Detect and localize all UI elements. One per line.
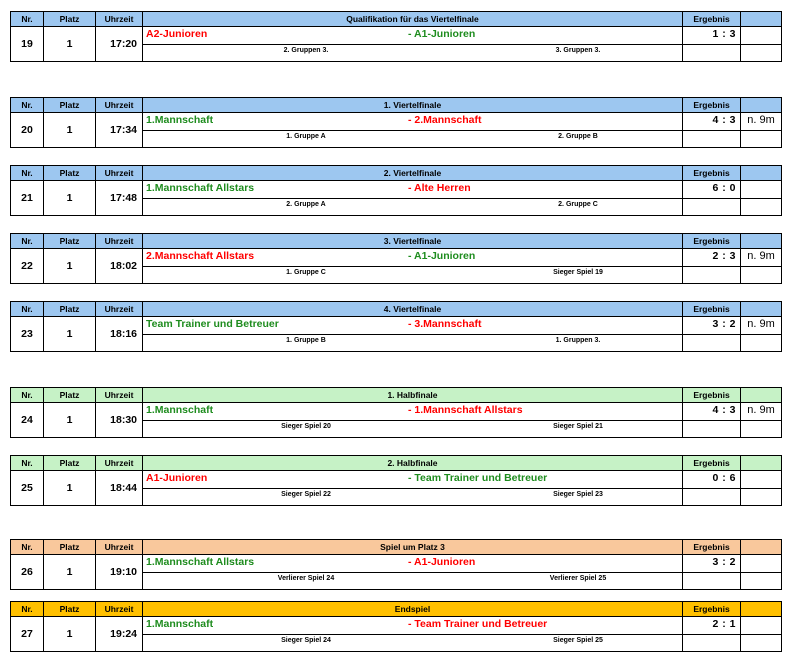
- score: 0 : 6: [712, 472, 736, 484]
- result-cell: [683, 113, 741, 148]
- game-number: 23: [10, 317, 44, 352]
- result-row: [683, 471, 740, 489]
- game-time: 17:20: [96, 27, 143, 62]
- source-away: Verlierer Spiel 25: [549, 575, 607, 582]
- header-ergebnis: Ergebnis: [683, 11, 741, 27]
- sources-row: [143, 266, 682, 283]
- game-number: 22: [10, 249, 44, 284]
- game-platz: 1: [44, 617, 96, 652]
- game-title: 2. Halbfinale: [143, 455, 683, 471]
- extra-cell: [741, 249, 782, 284]
- sources-row: [143, 488, 682, 505]
- score: 1 : 3: [712, 28, 736, 40]
- score: 3 : 2: [712, 318, 736, 330]
- extra-row: [741, 27, 781, 45]
- source-home: Sieger Spiel 24: [281, 637, 331, 644]
- team-away: - 2.Mannschaft: [408, 114, 482, 126]
- game-time: 18:30: [96, 403, 143, 438]
- game-platz: 1: [44, 403, 96, 438]
- header-platz: Platz: [44, 387, 96, 403]
- game-block: [10, 97, 782, 148]
- result-row: [683, 617, 740, 635]
- game-number: 27: [10, 617, 44, 652]
- team-home: 1.Mannschaft: [146, 618, 214, 630]
- extra-cell: [741, 471, 782, 506]
- game-time: 19:10: [96, 555, 143, 590]
- header-nr: Nr.: [10, 165, 44, 181]
- source-home: 1. Gruppe B: [286, 337, 326, 344]
- sources-row: [143, 634, 682, 651]
- header-empty: [741, 387, 782, 403]
- game-time: 17:48: [96, 181, 143, 216]
- team-home: Team Trainer und Betreuer: [146, 318, 279, 330]
- team-away: - Team Trainer und Betreuer: [408, 472, 548, 484]
- teams-row: [143, 555, 682, 573]
- game-title: Spiel um Platz 3: [143, 539, 683, 555]
- penalty-note: n. 9m: [747, 114, 775, 126]
- game-platz: 1: [44, 471, 96, 506]
- score: 4 : 3: [712, 114, 736, 126]
- game-number: 20: [10, 113, 44, 148]
- game-number: 24: [10, 403, 44, 438]
- header-uhrzeit: Uhrzeit: [96, 233, 143, 249]
- source-home: 2. Gruppe A: [286, 201, 326, 208]
- team-away: - A1-Junioren: [408, 28, 476, 40]
- game-title: 3. Viertelfinale: [143, 233, 683, 249]
- game-block: [10, 601, 782, 652]
- sources-row: [143, 130, 682, 147]
- score: 3 : 2: [712, 556, 736, 568]
- header-uhrzeit: Uhrzeit: [96, 11, 143, 27]
- team-away: - A1-Junioren: [408, 250, 476, 262]
- header-uhrzeit: Uhrzeit: [96, 539, 143, 555]
- header-nr: Nr.: [10, 233, 44, 249]
- result-cell: [683, 471, 741, 506]
- game-platz: 1: [44, 27, 96, 62]
- sources-row: [143, 198, 682, 215]
- header-platz: Platz: [44, 165, 96, 181]
- sources-row: [143, 420, 682, 437]
- game-number: 21: [10, 181, 44, 216]
- header-platz: Platz: [44, 97, 96, 113]
- team-home: A2-Junioren: [146, 28, 208, 40]
- game-platz: 1: [44, 555, 96, 590]
- header-ergebnis: Ergebnis: [683, 601, 741, 617]
- extra-cell: [741, 113, 782, 148]
- penalty-note: n. 9m: [747, 404, 775, 416]
- teams-row: [143, 27, 682, 45]
- result-cell: [683, 27, 741, 62]
- game-title: Endspiel: [143, 601, 683, 617]
- game-platz: 1: [44, 317, 96, 352]
- match-cell: [143, 27, 683, 62]
- source-away: Sieger Spiel 19: [553, 269, 603, 276]
- header-empty: [741, 165, 782, 181]
- game-time: 18:44: [96, 471, 143, 506]
- game-number: 25: [10, 471, 44, 506]
- match-cell: [143, 249, 683, 284]
- header-uhrzeit: Uhrzeit: [96, 455, 143, 471]
- source-away: 1. Gruppen 3.: [555, 337, 601, 344]
- source-away: 2. Gruppe B: [558, 133, 598, 140]
- result-row: [683, 317, 740, 335]
- source-away: Sieger Spiel 21: [553, 423, 603, 430]
- score: 4 : 3: [712, 404, 736, 416]
- result-row: [683, 27, 740, 45]
- teams-row: [143, 113, 682, 131]
- result-cell: [683, 317, 741, 352]
- header-empty: [741, 11, 782, 27]
- source-away: Sieger Spiel 23: [553, 491, 603, 498]
- result-row: [683, 113, 740, 131]
- header-uhrzeit: Uhrzeit: [96, 165, 143, 181]
- header-ergebnis: Ergebnis: [683, 301, 741, 317]
- source-home: Verlierer Spiel 24: [277, 575, 335, 582]
- extra-cell: [741, 617, 782, 652]
- game-platz: 1: [44, 113, 96, 148]
- game-platz: 1: [44, 249, 96, 284]
- header-empty: [741, 601, 782, 617]
- header-ergebnis: Ergebnis: [683, 539, 741, 555]
- extra-row: [741, 249, 781, 267]
- match-cell: [143, 471, 683, 506]
- source-home: 2. Gruppen 3.: [283, 47, 329, 54]
- source-home: Sieger Spiel 20: [281, 423, 331, 430]
- extra-row: [741, 113, 781, 131]
- game-block: [10, 301, 782, 352]
- game-block: [10, 233, 782, 284]
- header-nr: Nr.: [10, 301, 44, 317]
- header-ergebnis: Ergebnis: [683, 387, 741, 403]
- header-platz: Platz: [44, 233, 96, 249]
- result-cell: [683, 617, 741, 652]
- header-empty: [741, 97, 782, 113]
- result-row: [683, 249, 740, 267]
- sources-row: [143, 334, 682, 351]
- header-uhrzeit: Uhrzeit: [96, 97, 143, 113]
- header-platz: Platz: [44, 601, 96, 617]
- source-home: Sieger Spiel 22: [281, 491, 331, 498]
- game-title: Qualifikation für das Viertelfinale: [143, 11, 683, 27]
- match-cell: [143, 317, 683, 352]
- header-empty: [741, 539, 782, 555]
- sources-row: [143, 572, 682, 589]
- header-platz: Platz: [44, 11, 96, 27]
- header-platz: Platz: [44, 539, 96, 555]
- game-number: 19: [10, 27, 44, 62]
- header-uhrzeit: Uhrzeit: [96, 301, 143, 317]
- game-time: 19:24: [96, 617, 143, 652]
- game-title: 1. Viertelfinale: [143, 97, 683, 113]
- game-block: [10, 539, 782, 590]
- extra-cell: [741, 27, 782, 62]
- extra-cell: [741, 181, 782, 216]
- game-title: 4. Viertelfinale: [143, 301, 683, 317]
- header-ergebnis: Ergebnis: [683, 165, 741, 181]
- team-home: 1.Mannschaft: [146, 404, 214, 416]
- header-ergebnis: Ergebnis: [683, 455, 741, 471]
- result-cell: [683, 181, 741, 216]
- teams-row: [143, 181, 682, 199]
- game-platz: 1: [44, 181, 96, 216]
- game-time: 18:16: [96, 317, 143, 352]
- match-cell: [143, 113, 683, 148]
- source-home: 1. Gruppe C: [286, 269, 326, 276]
- header-nr: Nr.: [10, 11, 44, 27]
- header-nr: Nr.: [10, 539, 44, 555]
- teams-row: [143, 249, 682, 267]
- sources-row: [143, 44, 682, 61]
- source-away: 3. Gruppen 3.: [555, 47, 601, 54]
- source-away: 2. Gruppe C: [558, 201, 598, 208]
- result-cell: [683, 555, 741, 590]
- game-block: [10, 455, 782, 506]
- score: 2 : 1: [712, 618, 736, 630]
- team-home: A1-Junioren: [146, 472, 208, 484]
- header-nr: Nr.: [10, 97, 44, 113]
- header-nr: Nr.: [10, 387, 44, 403]
- result-cell: [683, 403, 741, 438]
- extra-cell: [741, 555, 782, 590]
- team-home: 1.Mannschaft: [146, 114, 214, 126]
- teams-row: [143, 617, 682, 635]
- header-uhrzeit: Uhrzeit: [96, 601, 143, 617]
- team-home: 1.Mannschaft Allstars: [146, 556, 255, 568]
- game-time: 17:34: [96, 113, 143, 148]
- extra-cell: [741, 317, 782, 352]
- team-home: 1.Mannschaft Allstars: [146, 182, 255, 194]
- extra-row: [741, 317, 781, 335]
- header-empty: [741, 455, 782, 471]
- penalty-note: n. 9m: [747, 318, 775, 330]
- game-time: 18:02: [96, 249, 143, 284]
- match-cell: [143, 617, 683, 652]
- source-away: Sieger Spiel 25: [553, 637, 603, 644]
- game-block: [10, 387, 782, 438]
- team-away: - Alte Herren: [408, 182, 471, 194]
- extra-row: [741, 555, 781, 573]
- game-number: 26: [10, 555, 44, 590]
- header-platz: Platz: [44, 301, 96, 317]
- teams-row: [143, 403, 682, 421]
- header-nr: Nr.: [10, 601, 44, 617]
- match-cell: [143, 181, 683, 216]
- game-title: 2. Viertelfinale: [143, 165, 683, 181]
- game-title: 1. Halbfinale: [143, 387, 683, 403]
- penalty-note: n. 9m: [747, 250, 775, 262]
- header-ergebnis: Ergebnis: [683, 233, 741, 249]
- extra-cell: [741, 403, 782, 438]
- result-row: [683, 555, 740, 573]
- team-away: - Team Trainer und Betreuer: [408, 618, 548, 630]
- extra-row: [741, 471, 781, 489]
- header-platz: Platz: [44, 455, 96, 471]
- extra-row: [741, 181, 781, 199]
- extra-row: [741, 617, 781, 635]
- teams-row: [143, 471, 682, 489]
- header-nr: Nr.: [10, 455, 44, 471]
- source-home: 1. Gruppe A: [286, 133, 326, 140]
- game-block: [10, 165, 782, 216]
- header-uhrzeit: Uhrzeit: [96, 387, 143, 403]
- score: 2 : 3: [712, 250, 736, 262]
- teams-row: [143, 317, 682, 335]
- header-ergebnis: Ergebnis: [683, 97, 741, 113]
- header-empty: [741, 233, 782, 249]
- team-away: - 3.Mannschaft: [408, 318, 482, 330]
- match-cell: [143, 555, 683, 590]
- game-block: [10, 11, 782, 62]
- extra-row: [741, 403, 781, 421]
- team-home: 2.Mannschaft Allstars: [146, 250, 255, 262]
- score: 6 : 0: [712, 182, 736, 194]
- result-cell: [683, 249, 741, 284]
- header-empty: [741, 301, 782, 317]
- result-row: [683, 403, 740, 421]
- match-cell: [143, 403, 683, 438]
- result-row: [683, 181, 740, 199]
- team-away: - 1.Mannschaft Allstars: [408, 404, 523, 416]
- team-away: - A1-Junioren: [408, 556, 476, 568]
